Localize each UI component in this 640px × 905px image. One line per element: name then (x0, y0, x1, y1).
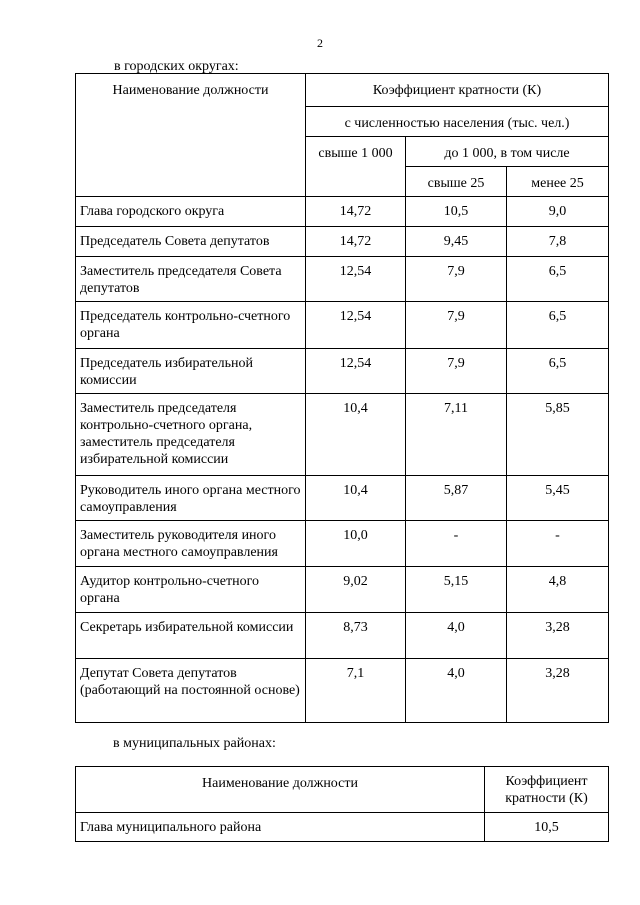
table-row (76, 257, 609, 302)
value-over-25: 4,0 (406, 613, 507, 659)
coefficient-value: 10,5 (485, 813, 609, 842)
value-over-25: 5,87 (406, 476, 507, 521)
header-over-25: свыше 25 (406, 167, 507, 197)
value-under-25: 5,85 (507, 394, 609, 476)
table-row (76, 302, 609, 349)
header-population: с численностью населения (тыс. чел.) (306, 107, 609, 137)
value-under-25: 7,8 (507, 227, 609, 257)
value-over-1000: 7,1 (306, 659, 406, 723)
table-row (76, 659, 609, 723)
value-over-1000: 14,72 (306, 227, 406, 257)
value-under-25: 4,8 (507, 567, 609, 613)
value-over-1000: 9,02 (306, 567, 406, 613)
value-under-25: 9,0 (507, 197, 609, 227)
position-name: Руководитель иного органа местного самоуправления (76, 476, 306, 521)
position-name: Депутат Совета депутатов (работающий на постоянной основе) (76, 659, 306, 723)
value-over-25: 7,11 (406, 394, 507, 476)
header-coefficient: Коэффициент кратности (К) (306, 74, 609, 107)
value-under-25: 6,5 (507, 302, 609, 349)
section-heading-municipal-districts: в муниципальных районах: (113, 736, 276, 751)
value-over-25: 10,5 (406, 197, 507, 227)
value-under-25: 3,28 (507, 659, 609, 723)
header-position-name: Наименование должности (76, 74, 306, 197)
value-over-1000: 12,54 (306, 349, 406, 394)
value-over-1000: 10,0 (306, 521, 406, 567)
header-under-25: менее 25 (507, 167, 609, 197)
value-over-25: 5,15 (406, 567, 507, 613)
header-position-name: Наименование должности (76, 767, 485, 813)
table-row (76, 567, 609, 613)
position-name: Председатель Совета депутатов (76, 227, 306, 257)
city-districts-table (75, 73, 609, 723)
table-row (76, 813, 609, 842)
value-over-25: 7,9 (406, 302, 507, 349)
table-row (76, 349, 609, 394)
table-row (76, 521, 609, 567)
value-over-25: - (406, 521, 507, 567)
table-row (76, 613, 609, 659)
position-name: Председатель контрольно-счетного органа (76, 302, 306, 349)
header-coefficient: Коэффициент кратности (К) (485, 767, 609, 813)
value-over-1000: 10,4 (306, 394, 406, 476)
table-row (76, 394, 609, 476)
position-name: Аудитор контрольно-счетного органа (76, 567, 306, 613)
value-under-25: 6,5 (507, 257, 609, 302)
section-heading-city-districts: в городских округах: (114, 59, 239, 74)
value-over-1000: 10,4 (306, 476, 406, 521)
value-over-1000: 8,73 (306, 613, 406, 659)
position-name: Председатель избирательной комиссии (76, 349, 306, 394)
value-over-25: 4,0 (406, 659, 507, 723)
position-name: Секретарь избирательной комиссии (76, 613, 306, 659)
municipal-districts-table (75, 766, 609, 842)
value-under-25: 5,45 (507, 476, 609, 521)
position-name: Заместитель руководителя иного органа местного самоуправления (76, 521, 306, 567)
header-upto-1000: до 1 000, в том числе (406, 137, 609, 167)
position-name: Глава городского округа (76, 197, 306, 227)
position-name: Глава муниципального района (76, 813, 485, 842)
value-under-25: 6,5 (507, 349, 609, 394)
page-number: 2 (317, 36, 323, 50)
header-over-1000: свыше 1 000 (306, 137, 406, 197)
table-row (76, 476, 609, 521)
value-over-25: 7,9 (406, 257, 507, 302)
value-over-1000: 14,72 (306, 197, 406, 227)
value-under-25: - (507, 521, 609, 567)
table-row (76, 197, 609, 227)
value-over-1000: 12,54 (306, 302, 406, 349)
value-over-25: 9,45 (406, 227, 507, 257)
value-under-25: 3,28 (507, 613, 609, 659)
value-over-1000: 12,54 (306, 257, 406, 302)
value-over-25: 7,9 (406, 349, 507, 394)
position-name: Заместитель председателя Совета депутатов (76, 257, 306, 302)
position-name: Заместитель председателя контрольно-счетного органа, заместитель председателя избирательной комиссии (76, 394, 306, 476)
table-row (76, 227, 609, 257)
